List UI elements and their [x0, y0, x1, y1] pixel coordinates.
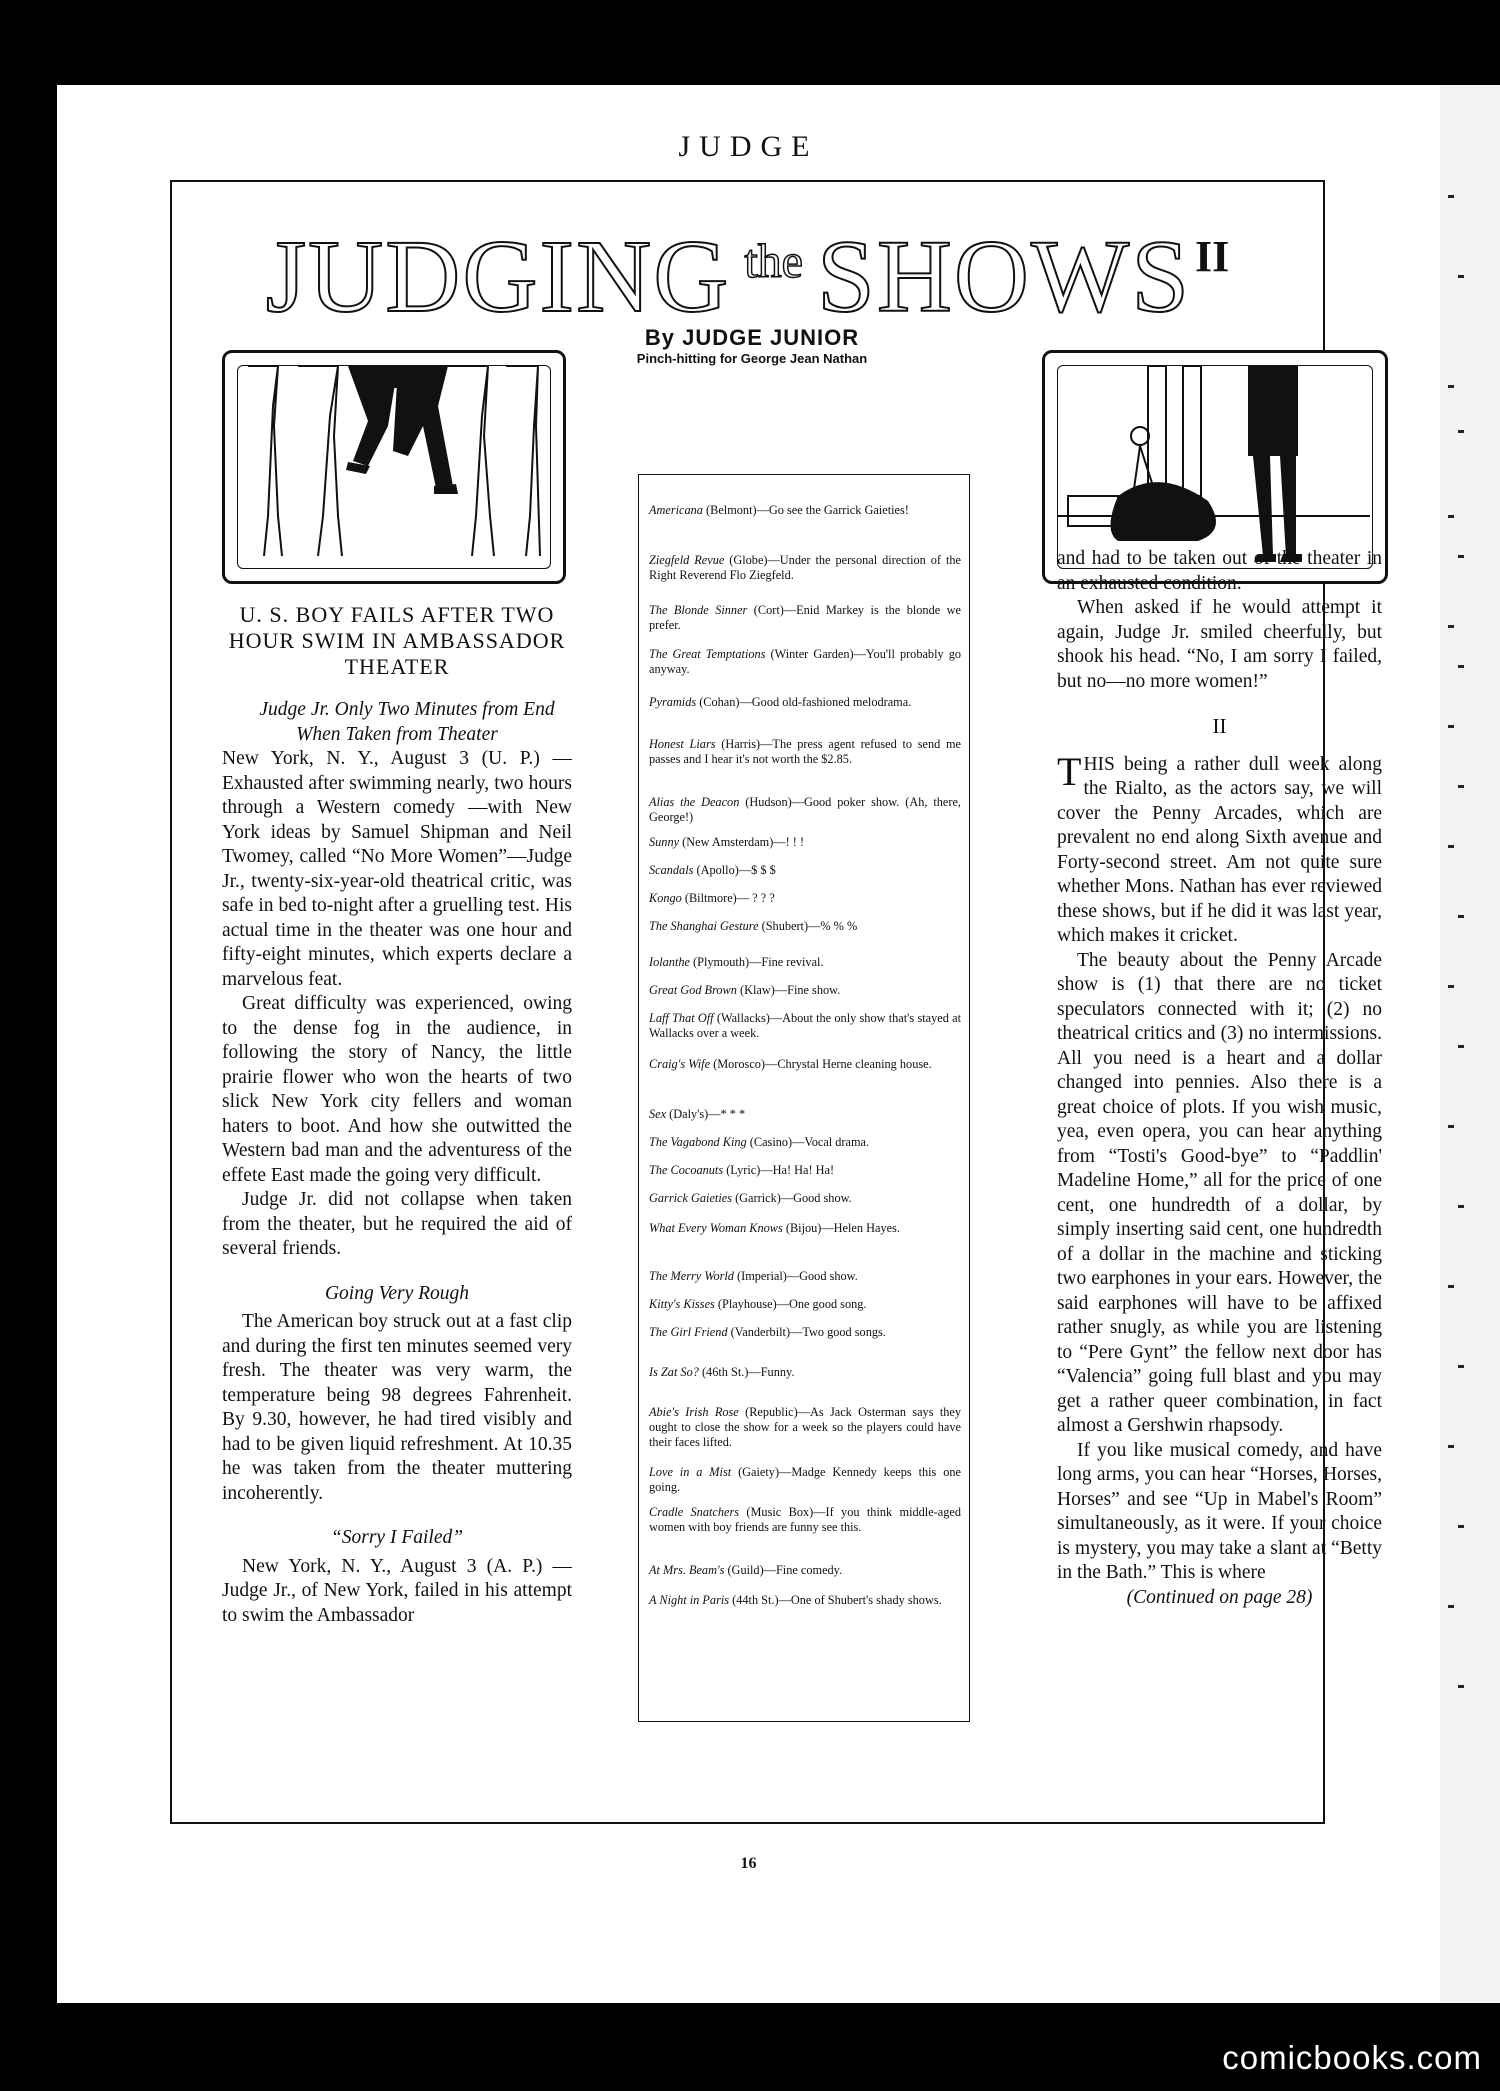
cartoon-couple-panel — [1057, 365, 1373, 569]
article-frame — [170, 180, 1382, 1824]
show-comment: (Globe)—Under the personal direction of the Right Reverend Flo Ziegfeld. — [649, 553, 961, 582]
show-comment: (Guild)—Fine comedy. — [724, 1563, 843, 1577]
show-comment: (Plymouth)—Fine revival. — [689, 955, 824, 969]
show-comment: (Harris)—The press agent refused to send me passes and I hear it's not worth the $2.85. — [649, 737, 961, 766]
show-comment: (Vanderbilt)—Two good songs. — [727, 1325, 886, 1339]
edge-mark — [1448, 985, 1454, 988]
byline-author: By JUDGE JUNIOR — [644, 325, 860, 350]
edge-mark — [1448, 195, 1454, 198]
edge-mark — [1458, 1525, 1464, 1528]
show-title: Iolanthe — [649, 955, 690, 969]
edge-mark — [1448, 385, 1454, 388]
show-listing — [649, 737, 961, 767]
edge-mark — [1458, 555, 1464, 558]
edge-mark — [1458, 665, 1464, 668]
show-listing — [649, 603, 961, 633]
show-listing — [649, 1505, 961, 1535]
show-title: Abie's Irish Rose — [649, 1405, 739, 1419]
show-listing — [649, 1163, 961, 1178]
show-title: The Shanghai Gesture — [649, 919, 759, 933]
edge-mark — [1448, 515, 1454, 518]
show-title: Sex — [649, 1107, 667, 1121]
show-listing — [649, 983, 961, 998]
left-paragraph: New York, N. Y., August 3 (U. P.) —Exhausted after swimming nearly, two hours through a Western comedy —with New York ideas by Samuel Shipman and Neil Twomey, called “No More Women”—Judge Jr., twenty-six-year-old theatrical critic, was safe in bed to-night after a gruelling test. His actual time in the theater was one hour and fifty-eight minutes, which experts declare a marvelous feat. — [222, 748, 572, 990]
drop-cap: T — [1057, 748, 1082, 794]
edge-mark — [1458, 915, 1464, 918]
show-listing — [649, 1465, 961, 1495]
subheading-sorry-i-failed: “Sorry I Failed” — [330, 1527, 464, 1548]
facing-page-edge — [1440, 85, 1500, 2003]
right-paragraph: The beauty about the Penny Arcade show is (1) that there are no ticket speculators connected with it; (2) no theatrical critics and (3) no intermissions. All you need is a heart and a dollar changed into pennies. Also there is a great choice of plots. If you wish music, yea, even opera, you can hear anything from “Tosti's Good-bye” to “Paddlin' Madeline Home,” all for the price of one cent, one hundredth of a dollar, by simply inserting said cent, one hundredth of a dollar in the machine and sticking two earphones in your ears. However, the said earphones will have to be affixed rather snugly, as while you are listening to “Pere Gynt” the fellow next door has “Valencia” going full blast and you may get a rather queer combination, in fact almost a Gershwin rhapsody. — [1057, 949, 1382, 1436]
show-title: Ziegfeld Revue — [649, 553, 725, 567]
show-title: A Night in Paris — [649, 1593, 730, 1607]
show-comment: (Biltmore)— ? ? ? — [681, 891, 775, 905]
edge-mark — [1458, 275, 1464, 278]
show-title: Kongo — [649, 891, 682, 905]
edge-mark — [1448, 725, 1454, 728]
show-title: The Merry World — [649, 1269, 734, 1283]
show-title: Garrick Gaieties — [649, 1191, 732, 1205]
subheading-going-very-rough: Going Very Rough — [324, 1282, 470, 1304]
show-listing — [649, 695, 961, 710]
show-comment: (Daly's)—* * * — [666, 1107, 746, 1121]
show-title: The Blonde Sinner — [649, 603, 748, 617]
masthead: JUDGE — [678, 130, 819, 163]
show-comment: (44th St.)—One of Shubert's shady shows. — [729, 1593, 942, 1607]
show-title: The Girl Friend — [649, 1325, 728, 1339]
byline-pinch-hitting: Pinch-hitting for George Jean Nathan — [636, 351, 868, 366]
show-title: Is Zat So? — [649, 1365, 699, 1379]
show-title: Honest Liars — [649, 737, 716, 751]
show-comment: (Klaw)—Fine show. — [736, 983, 841, 997]
right-first-paragraph — [1057, 748, 1382, 949]
chorus-legs-drawing — [238, 366, 548, 566]
show-listing — [649, 891, 961, 906]
title-judging: JUDGING — [265, 219, 731, 334]
show-comment: (Morosco)—Chrystal Herne cleaning house. — [710, 1057, 932, 1071]
left-paragraph: Judge Jr. did not collapse when taken from the theater, but he required the aid of several friends. — [222, 1189, 572, 1259]
title-shows: SHOWS — [816, 219, 1192, 334]
edge-mark — [1448, 625, 1454, 628]
show-listings-box — [638, 474, 970, 1722]
show-title: Alias the Deacon — [649, 795, 740, 809]
show-comment: (Imperial)—Good show. — [733, 1269, 858, 1283]
byline — [592, 325, 912, 366]
edge-mark — [1458, 1045, 1464, 1048]
show-title: Kitty's Kisses — [649, 1297, 715, 1311]
show-listing — [649, 1011, 961, 1041]
cartoon-chorus-legs-panel — [237, 365, 551, 569]
magazine-page — [57, 85, 1440, 2003]
show-comment: (Garrick)—Good show. — [732, 1191, 852, 1205]
show-title: At Mrs. Beam's — [649, 1563, 725, 1577]
show-comment: (Cohan)—Good old-fashioned melodrama. — [696, 695, 912, 709]
edge-mark — [1448, 1285, 1454, 1288]
show-comment: (Hudson)—Good poker show. (Ah, there, George!) — [649, 795, 961, 824]
cartoon-chorus-legs — [222, 350, 566, 584]
show-listing — [649, 1135, 961, 1150]
edge-mark — [1458, 785, 1464, 788]
show-title: Craig's Wife — [649, 1057, 711, 1071]
section-numeral: II — [1212, 714, 1227, 738]
right-paragraph: If you like musical comedy, and have long arms, you can hear “Horses, Horses, Horses” and see “Up in Mabel's Room” simultaneously, as it were. If your choice is mystery, you may take a slant at “Betty in the Bath.” This is where — [1057, 1439, 1382, 1583]
left-column — [222, 602, 572, 1628]
edge-mark — [1448, 1125, 1454, 1128]
show-title: Pyramids — [649, 695, 697, 709]
show-comment: (Lyric)—Ha! Ha! Ha! — [723, 1163, 835, 1177]
show-title: Cradle Snatchers — [649, 1505, 740, 1519]
first-paragraph-text: HIS being a rather dull week along the Rialto, as the actors say, we will cover the Penny Arcades, which are prevalent no end along Sixth avenue and Forty-second street. Am not quite sure whether Mons. Nathan has ever reviewed these shows, but if he did it was last year, which makes it cricket. — [1057, 753, 1382, 946]
show-title: The Vagabond King — [649, 1135, 747, 1149]
title-the: the — [744, 235, 803, 288]
show-comment: (Belmont)—Go see the Garrick Gaieties! — [702, 503, 909, 517]
show-comment: (Apollo)—$ $ $ — [693, 863, 776, 877]
show-listing — [649, 795, 961, 825]
show-listing — [649, 863, 961, 878]
show-listing — [649, 1405, 961, 1450]
couple-drawing — [1058, 366, 1370, 566]
edge-mark — [1458, 430, 1464, 433]
show-listing — [649, 1563, 961, 1578]
headline: U. S. BOY FAILS AFTER TWO HOUR SWIM IN AMBASSADOR THEATER — [228, 602, 566, 679]
show-comment: (Casino)—Vocal drama. — [746, 1135, 870, 1149]
edge-mark — [1448, 1605, 1454, 1608]
show-title: Great God Brown — [649, 983, 737, 997]
show-comment: (Wallacks)—About the only show that's stayed at Wallacks over a week. — [649, 1011, 961, 1040]
show-listing — [649, 1325, 961, 1340]
title-numeral: II — [1195, 232, 1230, 281]
edge-mark — [1458, 1685, 1464, 1688]
deck: Judge Jr. Only Two Minutes from End When Taken from Theater — [259, 699, 555, 745]
show-comment: (Gaiety)—Madge Kennedy keeps this one going. — [649, 1465, 962, 1494]
edge-mark — [1448, 1445, 1454, 1448]
show-comment: (Shubert)—% % % — [758, 919, 858, 933]
edge-mark — [1448, 845, 1454, 848]
show-title: The Cocoanuts — [649, 1163, 724, 1177]
left-paragraph: The American boy struck out at a fast clip and during the first ten minutes seemed very fresh. The theater was very warm, the temperature being 98 degrees Fahrenheit. By 9.30, however, he had tired visibly and had to be given liquid refreshment. At 10.35 he was taken from the theater muttering incoherently. — [222, 1311, 572, 1504]
article-title — [172, 217, 1323, 336]
show-listing — [649, 553, 961, 583]
show-listing — [649, 1593, 961, 1608]
edge-mark — [1458, 1365, 1464, 1368]
left-paragraph: Great difficulty was experienced, owing to the dense fog in the audience, in following the story of Nancy, the little prairie flower who won the hearts of two slick New York city fellers and woman haters to boot. And how she outwitted the Western bad man and the adventuress of the effete East made the going very difficult. — [222, 993, 572, 1186]
edge-mark — [1458, 1205, 1464, 1208]
right-paragraph: and had to be taken out of the theater in an exhausted condition. — [1057, 548, 1382, 594]
show-listing — [649, 1269, 961, 1284]
show-title: Scandals — [649, 863, 694, 877]
right-column — [1057, 547, 1382, 1610]
show-listing — [649, 1297, 961, 1312]
show-comment: (Playhouse)—One good song. — [714, 1297, 867, 1311]
show-comment: (46th St.)—Funny. — [698, 1365, 795, 1379]
show-title: Sunny — [649, 835, 680, 849]
show-comment: (Cort)—Enid Markey is the blonde we prefer. — [649, 603, 961, 632]
show-listing — [649, 1057, 961, 1072]
show-listing — [649, 835, 961, 850]
show-listing — [649, 919, 961, 934]
right-paragraph: When asked if he would attempt it again, Judge Jr. smiled cheerfully, but shook his head. “No, I am sorry I failed, but no—no more women!” — [1057, 597, 1382, 692]
left-paragraph: New York, N. Y., August 3 (A. P.) —Judge Jr., of New York, failed in his attempt to swim the Ambassador — [222, 1555, 572, 1626]
show-listing — [649, 1221, 961, 1236]
show-title: What Every Woman Knows — [649, 1221, 783, 1235]
show-listing — [649, 1365, 961, 1380]
show-listing — [649, 955, 961, 970]
show-comment: (Bijou)—Helen Hayes. — [782, 1221, 900, 1235]
show-comment: (Winter Garden)—You'll probably go anyway. — [649, 647, 961, 676]
continued-note: (Continued on page 28) — [1126, 1586, 1313, 1608]
show-title: Love in a Mist — [649, 1465, 732, 1479]
page-number: 16 — [740, 1855, 757, 1872]
watermark: comicbooks.com — [1222, 2039, 1482, 2076]
show-listing — [649, 647, 961, 677]
show-title: Laff That Off — [649, 1011, 714, 1025]
show-title: The Great Temptations — [649, 647, 766, 661]
show-comment: (Republic)—As Jack Osterman says they ought to close the show for a week so the players could have their faces lifted. — [649, 1405, 961, 1449]
show-comment: (Music Box)—If you think middle-aged women with boy friends are funny see this. — [649, 1505, 961, 1534]
show-listing — [649, 1107, 961, 1122]
show-listing — [649, 503, 961, 518]
show-comment: (New Amsterdam)—! ! ! — [679, 835, 805, 849]
show-title: Americana — [649, 503, 703, 517]
show-listing — [649, 1191, 961, 1206]
